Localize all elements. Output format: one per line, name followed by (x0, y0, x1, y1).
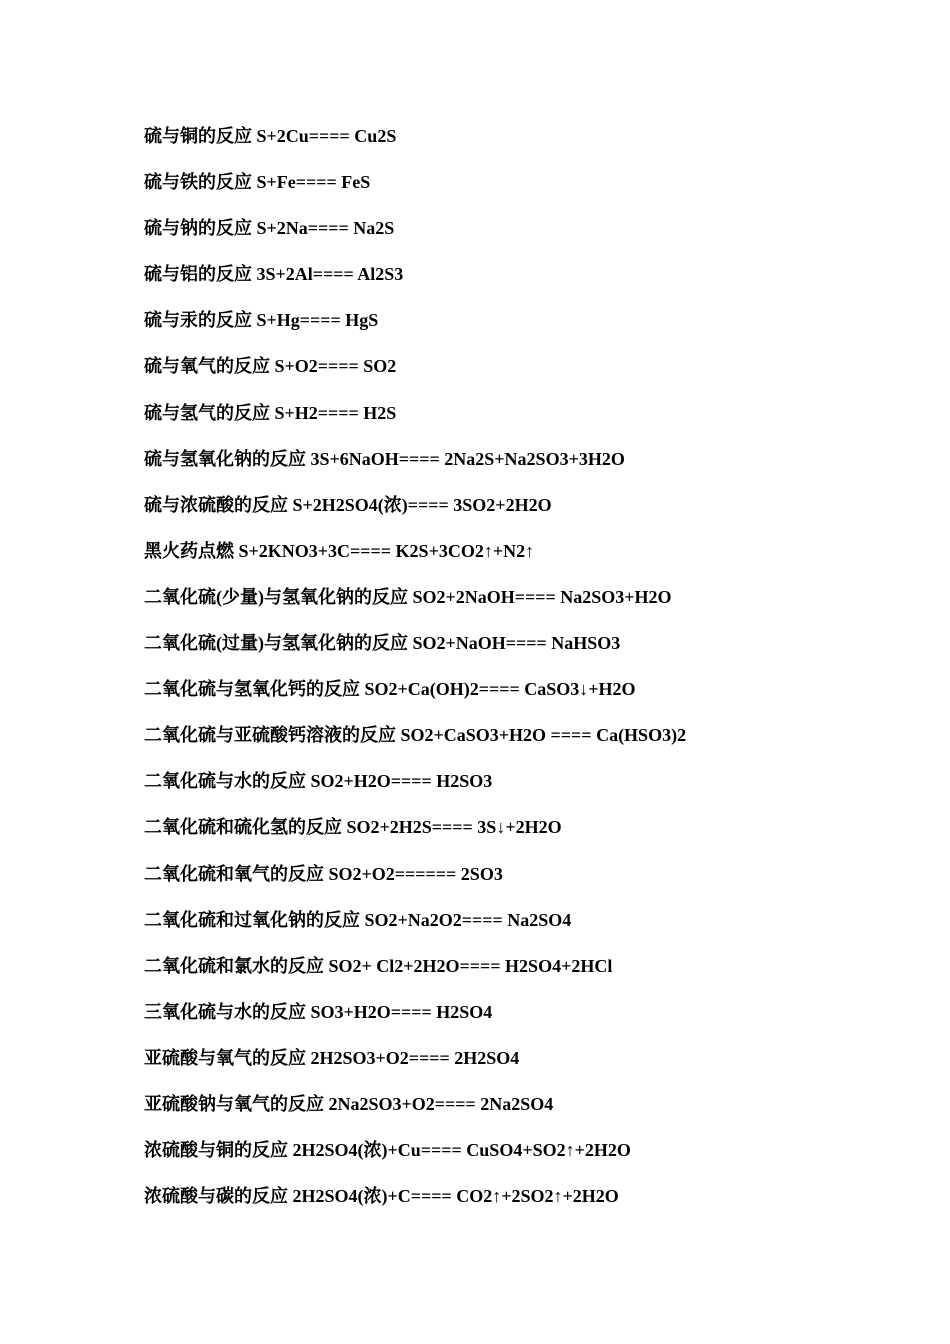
reaction-line: 二氧化硫(过量)与氢氧化钠的反应 SO2+NaOH==== NaHSO3 (144, 633, 621, 654)
reaction-line: 亚硫酸钠与氧气的反应 2Na2SO3+O2==== 2Na2SO4 (144, 1093, 554, 1114)
reaction-line: 亚硫酸与氧气的反应 2H2SO3+O2==== 2H2SO4 (144, 1047, 520, 1068)
reaction-line: 二氧化硫与氢氧化钙的反应 SO2+Ca(OH)2==== CaSO3↓+H2O (144, 679, 636, 700)
reaction-line: 浓硫酸与碳的反应 2H2SO4(浓)+C==== CO2↑+2SO2↑+2H2O (144, 1186, 619, 1207)
reaction-line: 二氧化硫(少量)与氢氧化钠的反应 SO2+2NaOH==== Na2SO3+H2O (144, 586, 672, 607)
reaction-list (144, 124, 686, 1230)
reaction-line: 二氧化硫和氯水的反应 SO2+ Cl2+2H2O==== H2SO4+2HCl (144, 955, 613, 976)
reaction-line: 二氧化硫和氧气的反应 SO2+O2====== 2SO3 (144, 863, 503, 884)
reaction-line: 硫与铜的反应 S+2Cu==== Cu2S (144, 126, 397, 146)
reaction-line: 二氧化硫和硫化氢的反应 SO2+2H2S==== 3S↓+2H2O (144, 817, 562, 838)
reaction-line: 硫与汞的反应 S+Hg==== HgS (144, 310, 379, 331)
reaction-line: 二氧化硫与水的反应 SO2+H2O==== H2SO3 (144, 771, 493, 792)
reaction-line: 硫与铁的反应 S+Fe==== FeS (144, 172, 371, 193)
reaction-line: 硫与氢氧化钠的反应 3S+6NaOH==== 2Na2S+Na2SO3+3H2O (144, 448, 625, 469)
reaction-line: 三氧化硫与水的反应 SO3+H2O==== H2SO4 (144, 1001, 493, 1022)
reaction-line: 硫与浓硫酸的反应 S+2H2SO4(浓)==== 3SO2+2H2O (144, 494, 552, 515)
reaction-line: 硫与铝的反应 3S+2Al==== Al2S3 (144, 264, 404, 285)
reaction-line: 硫与钠的反应 S+2Na==== Na2S (144, 218, 395, 239)
reaction-line: 二氧化硫与亚硫酸钙溶液的反应 SO2+CaSO3+H2O ==== Ca(HSO3)2 (144, 725, 687, 746)
reaction-line: 硫与氢气的反应 S+H2==== H2S (144, 402, 397, 423)
reaction-line: 硫与氧气的反应 S+O2==== SO2 (144, 356, 397, 377)
reaction-line: 黑火药点燃 S+2KNO3+3C==== K2S+3CO2↑+N2↑ (144, 540, 535, 561)
reaction-line: 浓硫酸与铜的反应 2H2SO4(浓)+Cu==== CuSO4+SO2↑+2H2O (144, 1140, 631, 1161)
reaction-line: 二氧化硫和过氧化钠的反应 SO2+Na2O2==== Na2SO4 (144, 909, 572, 930)
